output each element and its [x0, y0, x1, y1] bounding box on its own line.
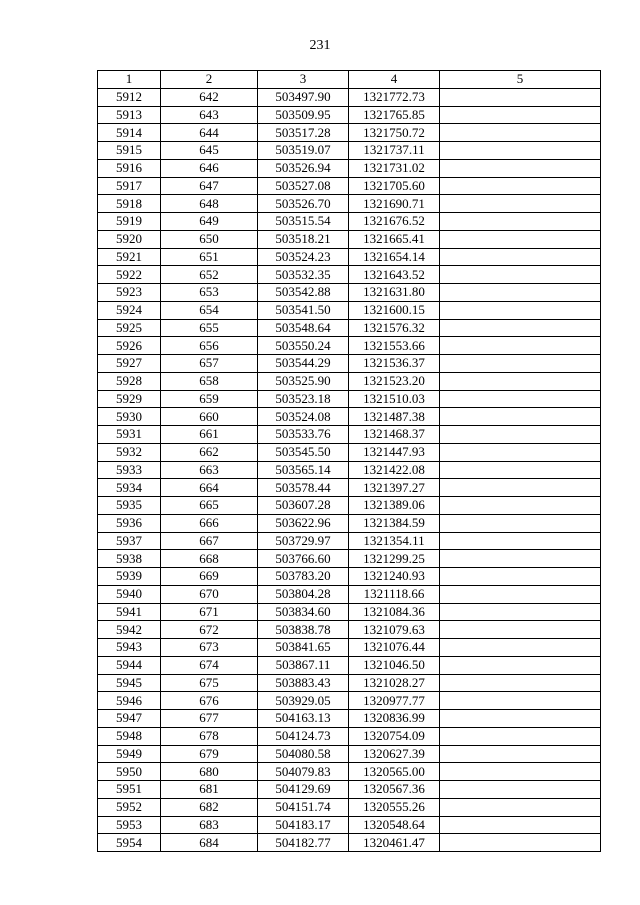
- table-row: [98, 745, 601, 763]
- table-cell: 1321076.44: [349, 639, 440, 657]
- table-cell: [440, 372, 601, 390]
- table-cell: [440, 301, 601, 319]
- table-cell: 503607.28: [258, 497, 349, 515]
- table-cell: 5941: [98, 603, 161, 621]
- table-cell: [440, 798, 601, 816]
- table-cell: [440, 408, 601, 426]
- table-cell: 658: [161, 372, 258, 390]
- table-cell: 675: [161, 674, 258, 692]
- table-row: [98, 585, 601, 603]
- table-cell: [440, 106, 601, 124]
- table-cell: 503497.90: [258, 88, 349, 106]
- table-cell: 5938: [98, 550, 161, 568]
- table-cell: 1321447.93: [349, 443, 440, 461]
- table-cell: 676: [161, 692, 258, 710]
- table-cell: 1321654.14: [349, 248, 440, 266]
- table-cell: [440, 834, 601, 852]
- table-cell: [440, 319, 601, 337]
- table-cell: [440, 461, 601, 479]
- table-cell: 503804.28: [258, 585, 349, 603]
- table-cell: 1320836.99: [349, 710, 440, 728]
- table-cell: 674: [161, 656, 258, 674]
- table-row: [98, 248, 601, 266]
- table-row: [98, 497, 601, 515]
- table-cell: 679: [161, 745, 258, 763]
- table-cell: 645: [161, 142, 258, 160]
- table-cell: 681: [161, 781, 258, 799]
- table-cell: 504080.58: [258, 745, 349, 763]
- table-row: [98, 408, 601, 426]
- table-cell: 5939: [98, 568, 161, 586]
- table-row: [98, 355, 601, 373]
- table-cell: 684: [161, 834, 258, 852]
- table-cell: 655: [161, 319, 258, 337]
- table-cell: 1321772.73: [349, 88, 440, 106]
- table-cell: 1321422.08: [349, 461, 440, 479]
- table-cell: 1321665.41: [349, 230, 440, 248]
- table-cell: 503766.60: [258, 550, 349, 568]
- table-cell: 503515.54: [258, 213, 349, 231]
- table-cell: 1320548.64: [349, 816, 440, 834]
- table-row: [98, 372, 601, 390]
- table-row: [98, 621, 601, 639]
- table-cell: 665: [161, 497, 258, 515]
- table-cell: 1320555.26: [349, 798, 440, 816]
- table-cell: 503518.21: [258, 230, 349, 248]
- table-cell: 503526.70: [258, 195, 349, 213]
- table-row: [98, 301, 601, 319]
- table-cell: [440, 142, 601, 160]
- table-cell: 649: [161, 213, 258, 231]
- table-cell: 5935: [98, 497, 161, 515]
- page-number: 231: [309, 38, 331, 53]
- table-cell: [440, 159, 601, 177]
- table-cell: 1321750.72: [349, 124, 440, 142]
- table-cell: 5926: [98, 337, 161, 355]
- table-cell: [440, 816, 601, 834]
- table-cell: 503519.07: [258, 142, 349, 160]
- header-row: [98, 71, 601, 89]
- table-cell: [440, 479, 601, 497]
- table-row: [98, 550, 601, 568]
- table-cell: [440, 426, 601, 444]
- table-cell: 1321523.20: [349, 372, 440, 390]
- table-cell: 1321487.38: [349, 408, 440, 426]
- table-cell: 5946: [98, 692, 161, 710]
- table-cell: 5944: [98, 656, 161, 674]
- table-cell: 504151.74: [258, 798, 349, 816]
- table-cell: 678: [161, 727, 258, 745]
- table-cell: 1321731.02: [349, 159, 440, 177]
- table-cell: 669: [161, 568, 258, 586]
- table-cell: 5932: [98, 443, 161, 461]
- table-cell: 5920: [98, 230, 161, 248]
- table-row: [98, 603, 601, 621]
- table-cell: 503841.65: [258, 639, 349, 657]
- table-cell: 1320754.09: [349, 727, 440, 745]
- table-cell: 503524.23: [258, 248, 349, 266]
- table-cell: 503533.76: [258, 426, 349, 444]
- table-cell: 504124.73: [258, 727, 349, 745]
- table-cell: 504129.69: [258, 781, 349, 799]
- table-cell: [440, 621, 601, 639]
- table-cell: 1321676.52: [349, 213, 440, 231]
- table-cell: 5952: [98, 798, 161, 816]
- table-row: [98, 727, 601, 745]
- table-cell: 666: [161, 514, 258, 532]
- table-cell: 673: [161, 639, 258, 657]
- table-cell: 1321631.80: [349, 284, 440, 302]
- table-cell: 5931: [98, 426, 161, 444]
- table-cell: [440, 284, 601, 302]
- table-cell: 5924: [98, 301, 161, 319]
- table-cell: 1321118.66: [349, 585, 440, 603]
- table-cell: 504163.13: [258, 710, 349, 728]
- table-cell: 503565.14: [258, 461, 349, 479]
- table-cell: 683: [161, 816, 258, 834]
- table-row: [98, 763, 601, 781]
- table-cell: 503867.11: [258, 656, 349, 674]
- table-cell: 1321765.85: [349, 106, 440, 124]
- table-cell: 5930: [98, 408, 161, 426]
- table-cell: [440, 177, 601, 195]
- table-cell: 659: [161, 390, 258, 408]
- table-cell: 504182.77: [258, 834, 349, 852]
- table-cell: 503525.90: [258, 372, 349, 390]
- table-cell: [440, 124, 601, 142]
- table-cell: [440, 532, 601, 550]
- table-cell: 5927: [98, 355, 161, 373]
- table-cell: 1321600.15: [349, 301, 440, 319]
- table-row: [98, 674, 601, 692]
- table-cell: [440, 710, 601, 728]
- table-row: [98, 461, 601, 479]
- table-cell: [440, 656, 601, 674]
- table-row: [98, 88, 601, 106]
- column-header: 2: [161, 71, 258, 89]
- table-cell: 503578.44: [258, 479, 349, 497]
- table-cell: 5953: [98, 816, 161, 834]
- table-cell: 1320567.36: [349, 781, 440, 799]
- table-row: [98, 710, 601, 728]
- table-cell: 671: [161, 603, 258, 621]
- table-cell: [440, 745, 601, 763]
- table-cell: 1321690.71: [349, 195, 440, 213]
- table-cell: 680: [161, 763, 258, 781]
- table-cell: 5937: [98, 532, 161, 550]
- table-row: [98, 568, 601, 586]
- table-cell: 1321468.37: [349, 426, 440, 444]
- table-row: [98, 337, 601, 355]
- table-row: [98, 195, 601, 213]
- table-row: [98, 266, 601, 284]
- table-row: [98, 656, 601, 674]
- table-cell: 1320977.77: [349, 692, 440, 710]
- table-row: [98, 142, 601, 160]
- table-cell: 5916: [98, 159, 161, 177]
- table-cell: 503517.28: [258, 124, 349, 142]
- table-cell: 668: [161, 550, 258, 568]
- table-cell: [440, 639, 601, 657]
- table-cell: 643: [161, 106, 258, 124]
- table-cell: 503838.78: [258, 621, 349, 639]
- column-header: 5: [440, 71, 601, 89]
- table-cell: 650: [161, 230, 258, 248]
- table-row: [98, 284, 601, 302]
- table-cell: 5921: [98, 248, 161, 266]
- table-cell: 504079.83: [258, 763, 349, 781]
- table-cell: [440, 674, 601, 692]
- table-cell: 5945: [98, 674, 161, 692]
- table-cell: [440, 781, 601, 799]
- table-cell: 1321510.03: [349, 390, 440, 408]
- table-cell: 5912: [98, 88, 161, 106]
- column-header: 4: [349, 71, 440, 89]
- table-row: [98, 213, 601, 231]
- table-cell: 503544.29: [258, 355, 349, 373]
- table-cell: 5913: [98, 106, 161, 124]
- table-cell: [440, 550, 601, 568]
- table-cell: 1320461.47: [349, 834, 440, 852]
- table-row: [98, 124, 601, 142]
- table-cell: 5940: [98, 585, 161, 603]
- table-cell: 1320627.39: [349, 745, 440, 763]
- table-cell: [440, 514, 601, 532]
- table-cell: [440, 443, 601, 461]
- table-cell: 503541.50: [258, 301, 349, 319]
- table-cell: 5923: [98, 284, 161, 302]
- table-cell: 5934: [98, 479, 161, 497]
- table-cell: 646: [161, 159, 258, 177]
- table-cell: 1321389.06: [349, 497, 440, 515]
- table-cell: 5917: [98, 177, 161, 195]
- table-cell: 5919: [98, 213, 161, 231]
- table-cell: 5947: [98, 710, 161, 728]
- table-cell: [440, 213, 601, 231]
- table-cell: 503524.08: [258, 408, 349, 426]
- table-cell: 5929: [98, 390, 161, 408]
- table-row: [98, 479, 601, 497]
- table-cell: 1321354.11: [349, 532, 440, 550]
- table-cell: 504183.17: [258, 816, 349, 834]
- table-cell: 654: [161, 301, 258, 319]
- table-cell: 660: [161, 408, 258, 426]
- table-cell: 1321079.63: [349, 621, 440, 639]
- table-cell: 503527.08: [258, 177, 349, 195]
- table-cell: [440, 568, 601, 586]
- table-cell: 5928: [98, 372, 161, 390]
- table-cell: 648: [161, 195, 258, 213]
- table-cell: 503883.43: [258, 674, 349, 692]
- table-cell: 1321705.60: [349, 177, 440, 195]
- table-cell: 657: [161, 355, 258, 373]
- table-cell: 652: [161, 266, 258, 284]
- table-cell: [440, 390, 601, 408]
- table-cell: 503622.96: [258, 514, 349, 532]
- table-cell: [440, 266, 601, 284]
- table-cell: 1321643.52: [349, 266, 440, 284]
- table-cell: 1321299.25: [349, 550, 440, 568]
- table-cell: 663: [161, 461, 258, 479]
- table-cell: 5914: [98, 124, 161, 142]
- table-cell: [440, 195, 601, 213]
- table-cell: 5951: [98, 781, 161, 799]
- table-cell: [440, 497, 601, 515]
- table-cell: 503550.24: [258, 337, 349, 355]
- table-cell: 5949: [98, 745, 161, 763]
- table-cell: 5943: [98, 639, 161, 657]
- table-row: [98, 514, 601, 532]
- coordinates-table: [97, 70, 601, 852]
- table-cell: 1321737.11: [349, 142, 440, 160]
- table-row: [98, 798, 601, 816]
- table-row: [98, 781, 601, 799]
- table-cell: [440, 727, 601, 745]
- table-cell: 503834.60: [258, 603, 349, 621]
- table-cell: 653: [161, 284, 258, 302]
- table-cell: 503783.20: [258, 568, 349, 586]
- table-row: [98, 834, 601, 852]
- table-cell: 1321536.37: [349, 355, 440, 373]
- table-cell: 1321084.36: [349, 603, 440, 621]
- table-cell: 644: [161, 124, 258, 142]
- table-cell: 5950: [98, 763, 161, 781]
- table-cell: 503526.94: [258, 159, 349, 177]
- table-row: [98, 692, 601, 710]
- table-cell: 1321240.93: [349, 568, 440, 586]
- table-cell: 647: [161, 177, 258, 195]
- table-cell: 503929.05: [258, 692, 349, 710]
- table-cell: 5922: [98, 266, 161, 284]
- table-cell: 503532.35: [258, 266, 349, 284]
- table-cell: 656: [161, 337, 258, 355]
- table-cell: 5954: [98, 834, 161, 852]
- table-cell: 5936: [98, 514, 161, 532]
- table-cell: [440, 355, 601, 373]
- table-cell: 503542.88: [258, 284, 349, 302]
- table-cell: 651: [161, 248, 258, 266]
- table-cell: 5915: [98, 142, 161, 160]
- table-row: [98, 639, 601, 657]
- table-cell: [440, 763, 601, 781]
- table-cell: 1321576.32: [349, 319, 440, 337]
- table-cell: [440, 230, 601, 248]
- table-cell: 5933: [98, 461, 161, 479]
- table-cell: 503509.95: [258, 106, 349, 124]
- table-row: [98, 816, 601, 834]
- table-cell: [440, 248, 601, 266]
- table-cell: [440, 88, 601, 106]
- table-header: [98, 71, 601, 89]
- table-row: [98, 159, 601, 177]
- table-cell: 664: [161, 479, 258, 497]
- table-cell: 677: [161, 710, 258, 728]
- column-header: 3: [258, 71, 349, 89]
- table-cell: 1321046.50: [349, 656, 440, 674]
- table-cell: 642: [161, 88, 258, 106]
- table-row: [98, 426, 601, 444]
- table-cell: 667: [161, 532, 258, 550]
- table-row: [98, 177, 601, 195]
- table-cell: 503548.64: [258, 319, 349, 337]
- table-cell: 503523.18: [258, 390, 349, 408]
- table-cell: 1321028.27: [349, 674, 440, 692]
- table-cell: 1321553.66: [349, 337, 440, 355]
- table-cell: 672: [161, 621, 258, 639]
- table-row: [98, 443, 601, 461]
- table-cell: 1321384.59: [349, 514, 440, 532]
- table-cell: 661: [161, 426, 258, 444]
- table-cell: [440, 692, 601, 710]
- table-cell: 503545.50: [258, 443, 349, 461]
- table-body: [98, 88, 601, 851]
- table-cell: 1320565.00: [349, 763, 440, 781]
- table-row: [98, 106, 601, 124]
- table-cell: 670: [161, 585, 258, 603]
- table-row: [98, 532, 601, 550]
- table-cell: 1321397.27: [349, 479, 440, 497]
- table-cell: [440, 337, 601, 355]
- table-cell: 5948: [98, 727, 161, 745]
- table-cell: 5918: [98, 195, 161, 213]
- table-cell: [440, 585, 601, 603]
- table-row: [98, 319, 601, 337]
- column-header: 1: [98, 71, 161, 89]
- table-cell: 5942: [98, 621, 161, 639]
- table-cell: 5925: [98, 319, 161, 337]
- table-cell: 682: [161, 798, 258, 816]
- table-cell: 662: [161, 443, 258, 461]
- table-cell: 503729.97: [258, 532, 349, 550]
- table-cell: [440, 603, 601, 621]
- table-row: [98, 390, 601, 408]
- table-row: [98, 230, 601, 248]
